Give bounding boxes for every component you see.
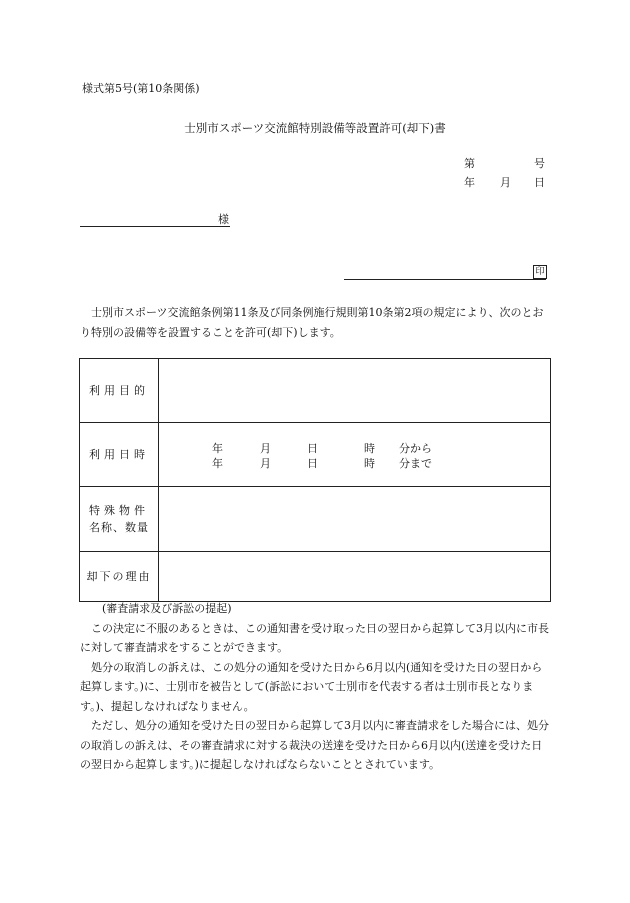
dt-to-month: 月 (260, 456, 271, 470)
dt-to-minute: 分まで (399, 456, 432, 470)
date-year: 年 (464, 176, 475, 189)
label-datetime: 利用日時 (80, 423, 159, 487)
form-number: 様式第5号(第10条関係) (82, 82, 200, 95)
notes-paragraph: この決定に不服のあるときは、この通知書を受け取った日の翌日から起算して3月以内に市長に対して審査請求をすることができます。 (80, 621, 549, 654)
label-special-items-line2: 名称、数量 (89, 521, 149, 534)
dt-from-minute: 分から (399, 441, 432, 455)
value-special-items[interactable] (159, 487, 551, 552)
value-datetime[interactable] (159, 423, 551, 487)
label-special-items (80, 487, 159, 552)
label-purpose: 利用目的 (80, 359, 159, 423)
date-day: 日 (534, 176, 545, 189)
dt-to-year: 年 (212, 456, 223, 470)
issuer-blank-line[interactable] (344, 279, 546, 280)
seal-mark: 印 (533, 265, 547, 279)
permit-table (79, 358, 551, 602)
notes-heading: (審査請求及び訴訟の提起) (102, 602, 232, 615)
value-purpose[interactable] (159, 359, 551, 423)
addressee-honorific: 様 (218, 213, 229, 226)
dt-to-hour: 時 (364, 456, 375, 470)
number-dai: 第 (464, 157, 475, 170)
number-go: 号 (534, 157, 545, 170)
table-row-special-items (80, 487, 551, 552)
notes-paragraph: 処分の取消しの訴えは、この処分の通知を受けた日から6月以内(通知を受けた日の翌日から起算します。)に、士別市を被告として(訴訟において士別市を代表する者は士別市長となります。)、提起しなければなりません。 (80, 660, 543, 713)
addressee-blank-line[interactable] (80, 226, 230, 227)
date-month: 月 (500, 176, 511, 189)
document-title: 士別市スポーツ交流館特別設備等設置許可(却下)書 (184, 121, 446, 135)
dt-from-year: 年 (212, 441, 223, 455)
document-number-date (464, 155, 546, 193)
label-special-items-line1: 特殊物件 (89, 504, 149, 517)
table-row-rejection-reason (80, 552, 551, 602)
table-row-purpose (80, 359, 551, 423)
appeal-notes (80, 599, 550, 775)
dt-from-hour: 時 (364, 441, 375, 455)
notes-paragraph: ただし、処分の通知を受けた日の翌日から起算して3月以内に審査請求をした場合には、処分の取消しの訴えは、その審査請求に対する裁決の送達を受けた日から6月以内(送達を受けた日の翌日から起算します。)に提起しなければならないこととされています。 (80, 719, 549, 771)
body-paragraph (80, 303, 550, 343)
body-text: 士別市スポーツ交流館条例第11条及び同条例施行規則第10条第2項の規定により、次のとおり特別の設備等を設置することを許可(却下)します。 (80, 306, 544, 339)
dt-to-day: 日 (307, 456, 318, 470)
label-rejection-reason: 却下の理由 (80, 552, 159, 602)
value-rejection-reason[interactable] (159, 552, 551, 602)
dt-from-month: 月 (260, 441, 271, 455)
dt-from-day: 日 (307, 441, 318, 455)
table-row-datetime (80, 423, 551, 487)
